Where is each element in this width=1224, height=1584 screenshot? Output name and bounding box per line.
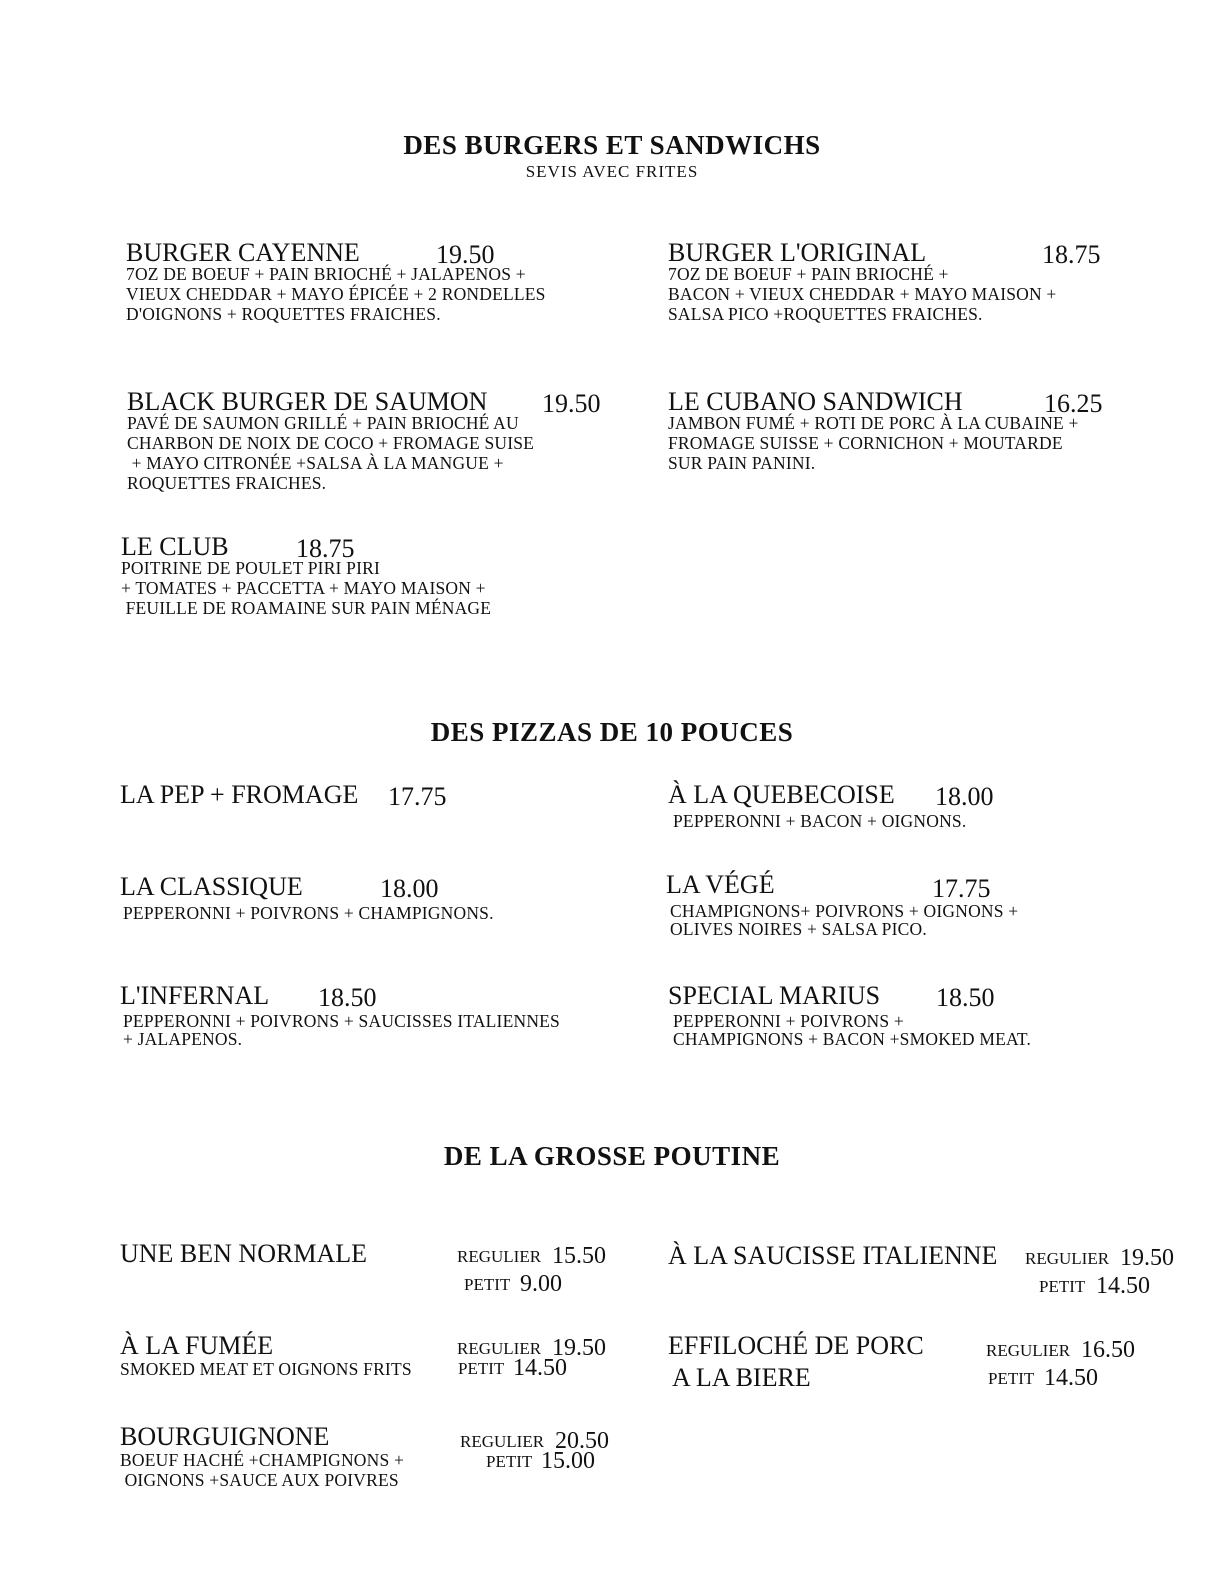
small-price: 14.50 <box>1096 1273 1150 1299</box>
item-description: 7OZ DE BOEUF + PAIN BRIOCHÉ + JALAPENOS + VIEUX CHEDDAR + MAYO ÉPICÉE + 2 RONDELLES D'OIGNONS + ROQUETTES FRAICHES. <box>126 264 546 324</box>
item-description: POITRINE DE POULET PIRI PIRI + TOMATES + PACCETTA + MAYO MAISON + FEUILLE DE ROAMAINE SUR PAIN MÉNAGE <box>121 558 492 618</box>
item-name: LA PEP + FROMAGE <box>120 780 359 809</box>
item-description: BOEUF HACHÉ +CHAMPIGNONS + OIGNONS +SAUCE AUX POIVRES <box>120 1450 405 1490</box>
item-name: BURGER CAYENNE <box>126 238 360 267</box>
regular-price: 19.50 <box>1120 1245 1174 1271</box>
item-description: PEPPERONNI + POIVRONS + CHAMPIGNONS + BACON +SMOKED MEAT. <box>673 1011 1032 1049</box>
item-price: 18.00 <box>935 782 994 811</box>
small-label: PETIT <box>1039 1277 1086 1296</box>
regular-price: 20.50 <box>555 1428 609 1454</box>
section-title-pizzas: DES PIZZAS DE 10 POUCES <box>430 717 794 747</box>
item-price: 18.75 <box>1042 240 1101 269</box>
item-price: 18.50 <box>936 983 995 1012</box>
regular-label: REGULIER <box>460 1432 545 1451</box>
item-name: À LA FUMÉE <box>120 1331 274 1360</box>
item-description: 7OZ DE BOEUF + PAIN BRIOCHÉ + BACON + VIEUX CHEDDAR + MAYO MAISON + SALSA PICO +ROQUETTES FRAICHES. <box>668 264 1057 324</box>
item-price: 17.75 <box>932 874 991 903</box>
item-name: À LA QUEBECOISE <box>668 780 895 809</box>
item-description: PEPPERONNI + POIVRONS + CHAMPIGNONS. <box>123 903 494 923</box>
item-name: LA VÉGÉ <box>666 870 775 899</box>
regular-price: 19.50 <box>552 1335 606 1361</box>
small-price: 14.50 <box>1044 1365 1098 1391</box>
small-label: PETIT <box>458 1359 505 1378</box>
small-label: PETIT <box>486 1452 533 1471</box>
item-description: CHAMPIGNONS+ POIVRONS + OIGNONS + OLIVES NOIRES + SALSA PICO. <box>670 901 1019 939</box>
regular-label: REGULIER <box>457 1339 542 1358</box>
item-description: PEPPERONNI + BACON + OIGNONS. <box>673 811 967 831</box>
regular-price: 15.50 <box>552 1243 606 1269</box>
item-name: L'INFERNAL <box>120 981 270 1010</box>
item-price: 17.75 <box>388 782 447 811</box>
item-name: BURGER L'ORIGINAL <box>668 238 927 267</box>
section-title-poutines: DE LA GROSSE POUTINE <box>443 1141 781 1171</box>
section-title-burgers: DES BURGERS ET SANDWICHS <box>403 130 821 160</box>
item-price: 19.50 <box>542 389 601 418</box>
item-name: SPECIAL MARIUS <box>668 981 881 1010</box>
item-description: JAMBON FUMÉ + ROTI DE PORC À LA CUBAINE + FROMAGE SUISSE + CORNICHON + MOUTARDE SUR PAIN PANINI. <box>668 413 1079 473</box>
regular-label: REGULIER <box>457 1247 542 1266</box>
item-price: 19.50 <box>436 240 495 269</box>
item-price: 18.00 <box>380 874 439 903</box>
item-name: LE CUBANO SANDWICH <box>668 387 963 416</box>
item-description: SMOKED MEAT ET OIGNONS FRITS <box>120 1359 412 1379</box>
item-price: 18.50 <box>318 983 377 1012</box>
small-price: 14.50 <box>513 1355 567 1381</box>
regular-label: REGULIER <box>1025 1249 1110 1268</box>
item-name: UNE BEN NORMALE <box>120 1239 367 1268</box>
item-name-line2: A LA BIERE <box>672 1363 811 1392</box>
item-description: PEPPERONNI + POIVRONS + SAUCISSES ITALIENNES + JALAPENOS. <box>123 1011 560 1049</box>
item-price: 16.25 <box>1044 389 1103 418</box>
regular-price: 16.50 <box>1081 1337 1135 1363</box>
item-description: PAVÉ DE SAUMON GRILLÉ + PAIN BRIOCHÉ AU CHARBON DE NOIX DE COCO + FROMAGE SUISE + MAYO CITRONÉE +SALSA À LA MANGUE + ROQUETTES FRAICHES. <box>127 413 535 493</box>
item-name: BOURGUIGNONE <box>120 1422 330 1451</box>
small-label: PETIT <box>988 1369 1035 1388</box>
small-price: 9.00 <box>520 1271 562 1297</box>
item-name: À LA SAUCISSE ITALIENNE <box>668 1241 998 1270</box>
small-price: 15.00 <box>541 1448 595 1474</box>
item-name: LA CLASSIQUE <box>120 872 303 901</box>
small-label: PETIT <box>464 1275 511 1294</box>
item-name: EFFILOCHÉ DE PORC <box>668 1331 924 1360</box>
regular-label: REGULIER <box>986 1341 1071 1360</box>
item-name: LE CLUB <box>121 532 229 561</box>
item-price: 18.75 <box>296 534 355 563</box>
item-name: BLACK BURGER DE SAUMON <box>127 387 488 416</box>
section-subtitle-burgers: SEVIS AVEC FRITES <box>525 162 699 181</box>
